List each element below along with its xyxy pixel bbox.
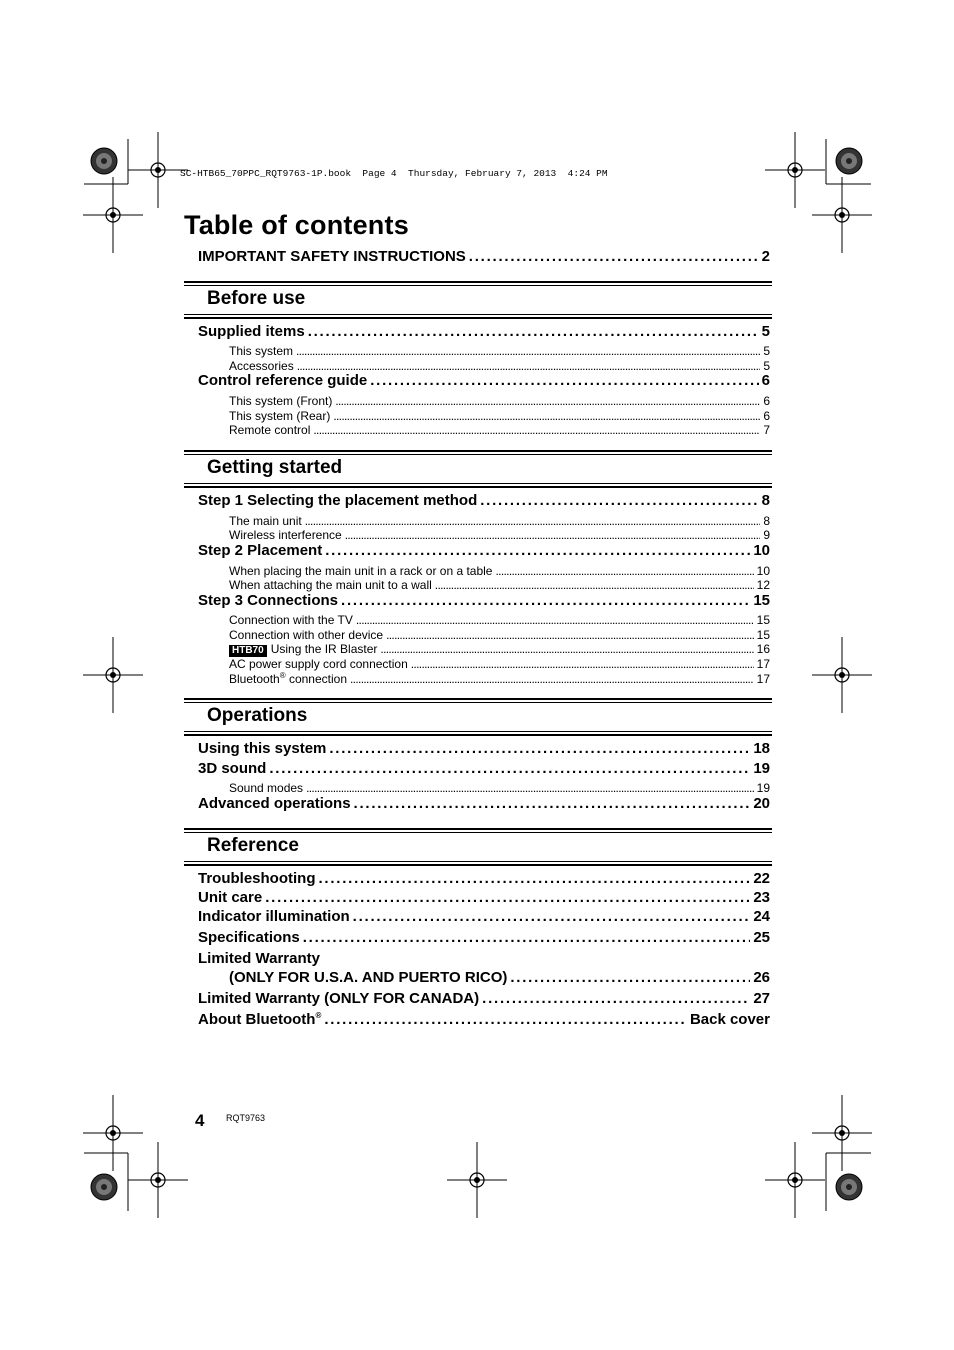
toc-label: IMPORTANT SAFETY INSTRUCTIONS: [198, 248, 466, 265]
toc-entry-warranty-canada[interactable]: Limited Warranty (ONLY FOR CANADA) . . . 27: [198, 990, 770, 1010]
toc-entry-using-system[interactable]: Using this system . . . 18: [198, 740, 770, 760]
toc-entry-advanced[interactable]: Advanced operations . . . 20: [198, 795, 770, 815]
toc-entry-control-reference[interactable]: Control reference guide . . . 6: [198, 372, 770, 392]
toc-subentry[interactable]: When attaching the main unit to a wall . . . 12: [229, 578, 770, 593]
section-title: Reference: [207, 835, 299, 856]
toc-entry-warranty-us[interactable]: (ONLY FOR U.S.A. AND PUERTO RICO) . . . 26: [229, 969, 770, 989]
toc-entry-troubleshooting[interactable]: Troubleshooting . . . 22: [198, 870, 770, 890]
toc-entry-about-bluetooth[interactable]: About Bluetooth® . . . Back cover: [198, 1011, 770, 1031]
toc-entry-step2[interactable]: Step 2 Placement . . . 10: [198, 542, 770, 562]
toc-entry-indicator[interactable]: Indicator illumination . . . 24: [198, 908, 770, 928]
section-heading-reference: [184, 828, 772, 866]
model-badge: HTB70: [229, 645, 267, 657]
document-code: RQT9763: [226, 1113, 266, 1123]
toc-subentry[interactable]: HTB70 Using the IR Blaster . . . 16: [229, 642, 770, 657]
toc-subentry[interactable]: Sound modes . . . 19: [229, 781, 770, 796]
toc-subentry[interactable]: Bluetooth® connection . . . 17: [229, 671, 770, 686]
toc-entry-supplied-items[interactable]: Supplied items . . . 5: [198, 323, 770, 343]
toc-entry-step1[interactable]: Step 1 Selecting the placement method . . . 8: [198, 492, 770, 512]
section-title: Getting started: [207, 457, 343, 478]
toc-subentry[interactable]: This system (Front) . . . 6: [229, 394, 770, 409]
toc-subentry[interactable]: Connection with the TV . . . 15: [229, 613, 770, 628]
page-number: 4: [195, 1111, 205, 1130]
toc-subentry[interactable]: The main unit . . . 8: [229, 514, 770, 529]
toc-entry-important-safety[interactable]: [198, 248, 770, 268]
print-header: SC-HTB65_70PPC_RQT9763-1P.book Page 4 Thursday, February 7, 2013 4:24 PM: [180, 168, 608, 179]
toc-subentry[interactable]: This system (Rear) . . . 6: [229, 409, 770, 424]
toc-entry-specifications[interactable]: Specifications . . . 25: [198, 929, 770, 949]
toc-subentry[interactable]: Connection with other device . . . 15: [229, 628, 770, 643]
section-heading-getting-started: [184, 450, 772, 488]
section-heading-operations: [184, 698, 772, 736]
toc-entry-warranty-us-heading: Limited Warranty: [198, 950, 320, 967]
toc-entry-step3[interactable]: Step 3 Connections . . . 15: [198, 592, 770, 612]
toc-entry-unit-care[interactable]: Unit care . . . 23: [198, 889, 770, 909]
toc-subentry[interactable]: Wireless interference . . . 9: [229, 528, 770, 543]
toc-subentry[interactable]: Remote control . . . 7: [229, 423, 770, 438]
toc-subentry[interactable]: When placing the main unit in a rack or on a table . . . 10: [229, 564, 770, 579]
section-title: Before use: [207, 288, 306, 309]
section-title: Operations: [207, 705, 308, 726]
toc-subentry[interactable]: This system . . . 5: [229, 344, 770, 359]
toc-subentry[interactable]: AC power supply cord connection . . . 17: [229, 657, 770, 672]
toc-entry-3d-sound[interactable]: 3D sound . . . 19: [198, 760, 770, 780]
toc-page: 2: [761, 248, 770, 265]
section-heading-before-use: [184, 281, 772, 319]
page-title: Table of contents: [184, 210, 409, 240]
toc-subentry[interactable]: Accessories . . . 5: [229, 359, 770, 374]
